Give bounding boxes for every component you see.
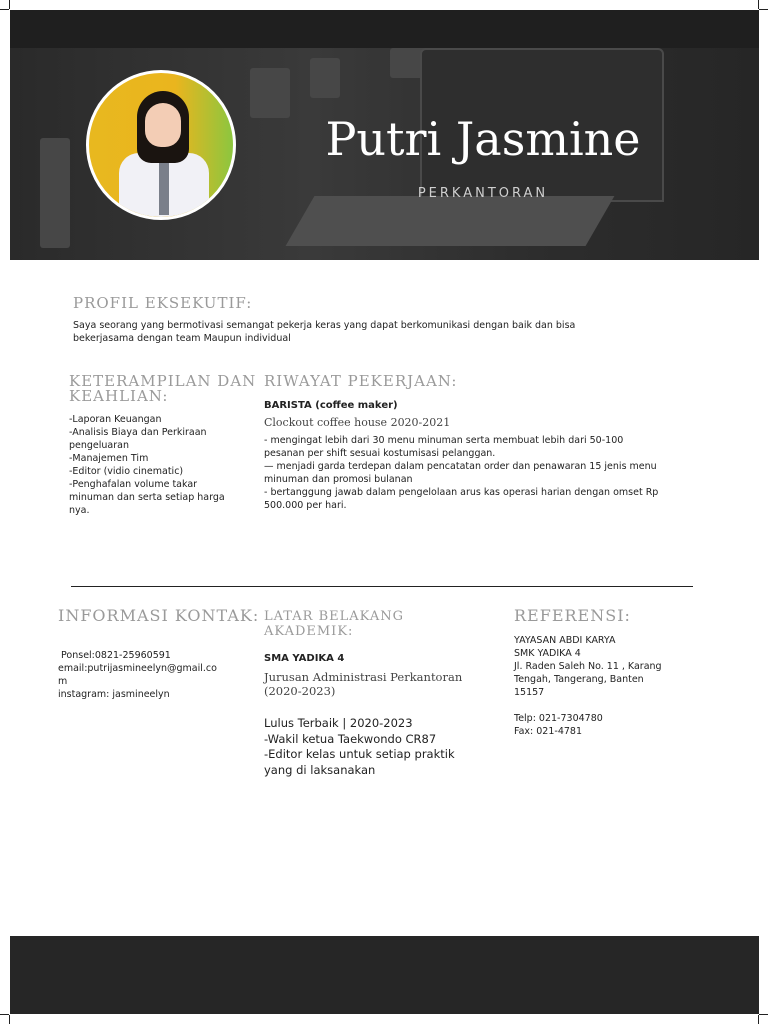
contact-email-wrap: m: [58, 676, 68, 687]
profile-text-line: bekerjasama dengan team Maupun individual: [73, 333, 291, 344]
contact-email: email:putrijasmineelyn@gmail.co: [58, 663, 217, 674]
experience-details: [264, 434, 658, 512]
skills-line: minuman dan serta setiap harga: [69, 492, 225, 503]
reference-heading: REFERENSI:: [514, 606, 631, 625]
skills-line: -Penghafalan volume takar: [69, 479, 198, 490]
experience-line: - mengingat lebih dari 30 menu minuman serta membuat lebih dari 50-100: [264, 435, 624, 446]
person-name: Putri Jasmine: [325, 112, 641, 166]
crop-mark: [758, 0, 759, 9]
profile-text: [73, 319, 575, 345]
skills-list: [69, 413, 225, 517]
experience-line: minuman dan promosi bulanan: [264, 474, 413, 485]
reference-line: Jl. Raden Saleh No. 11 , Karang: [514, 661, 662, 672]
achievement-line: -Editor kelas untuk setiap praktik: [264, 747, 455, 761]
experience-line: - bertanggung jawab dalam pengelolaan arus kas operasi harian dengan omset Rp: [264, 487, 659, 498]
reference-fax: Fax: 021-4781: [514, 726, 582, 737]
skills-line: nya.: [69, 505, 90, 516]
contact-phone: Ponsel:0821-25960591: [58, 650, 171, 661]
profile-text-line: Saya seorang yang bermotivasi semangat pekerja keras yang dapat berkomunikasi dengan baik dan bisa: [73, 320, 576, 331]
skills-heading: [69, 374, 256, 404]
skills-line: -Laporan Keuangan: [69, 414, 162, 425]
education-heading-line: LATAR BELAKANG: [264, 609, 404, 624]
reference-line: YAYASAN ABDI KARYA: [514, 635, 616, 646]
profile-heading: PROFIL EKSEKUTIF:: [73, 294, 253, 312]
skills-line: -Analisis Biaya dan Perkiraan: [69, 427, 207, 438]
reference-line: Tengah, Tangerang, Banten: [514, 674, 644, 685]
contact-heading: INFORMASI KONTAK:: [58, 606, 260, 625]
laptop-keyboard-graphic: [286, 196, 615, 246]
achievement-line: yang di laksanakan: [264, 762, 376, 777]
reference-line: SMK YADIKA 4: [514, 648, 581, 659]
education-program: [264, 670, 462, 698]
education-program-line: Jurusan Administrasi Perkantoran: [264, 670, 463, 684]
crop-mark: [0, 9, 9, 10]
crop-mark: [759, 1014, 768, 1015]
education-school: SMA YADIKA 4: [264, 653, 345, 664]
reference-line: [514, 699, 662, 712]
education-heading: [264, 609, 404, 639]
education-program-line: (2020-2023): [264, 684, 336, 698]
contact-instagram: instagram: jasmineelyn: [58, 689, 170, 700]
job-title: PERKANTORAN: [417, 186, 549, 201]
experience-line: pesanan per shift sesuai kostumisasi pelanggan.: [264, 448, 496, 459]
contact-details: [58, 649, 217, 701]
photo-tie: [159, 155, 169, 215]
footer-bar: [10, 936, 759, 1014]
background-shape: [40, 138, 70, 248]
experience-place: Clockout coffee house 2020-2021: [264, 416, 451, 429]
photo-face: [145, 103, 181, 147]
skills-line: -Editor (vidio cinematic): [69, 466, 184, 477]
experience-role: BARISTA (coffee maker): [264, 400, 398, 411]
crop-mark: [758, 1015, 759, 1024]
reference-phone: Telp: 021-7304780: [514, 713, 603, 724]
background-shape: [250, 68, 290, 118]
section-divider: [71, 586, 693, 587]
education-achievements: [264, 716, 455, 778]
education-heading-line: AKADEMIK:: [264, 624, 354, 639]
reference-details: [514, 634, 662, 738]
skills-heading-line: KETERAMPILAN DAN: [69, 372, 257, 390]
skills-line: -Manajemen Tim: [69, 453, 149, 464]
skills-heading-line: KEAHLIAN:: [69, 387, 169, 405]
crop-mark: [9, 1015, 10, 1024]
experience-line: 500.000 per hari.: [264, 500, 347, 511]
experience-line: — menjadi garda terdepan dalam pencatatan order dan penawaran 15 jenis menu: [264, 461, 657, 472]
reference-line: 15157: [514, 687, 545, 698]
profile-photo: [86, 70, 236, 220]
crop-mark: [759, 9, 768, 10]
background-shape: [310, 58, 340, 98]
experience-heading: RIWAYAT PEKERJAAN:: [264, 372, 458, 390]
achievement-line: -Wakil ketua Taekwondo CR87: [264, 731, 437, 746]
achievement-line: Lulus Terbaik | 2020-2023: [264, 716, 413, 730]
crop-mark: [0, 1014, 9, 1015]
crop-mark: [9, 0, 10, 9]
skills-line: pengeluaran: [69, 440, 130, 451]
